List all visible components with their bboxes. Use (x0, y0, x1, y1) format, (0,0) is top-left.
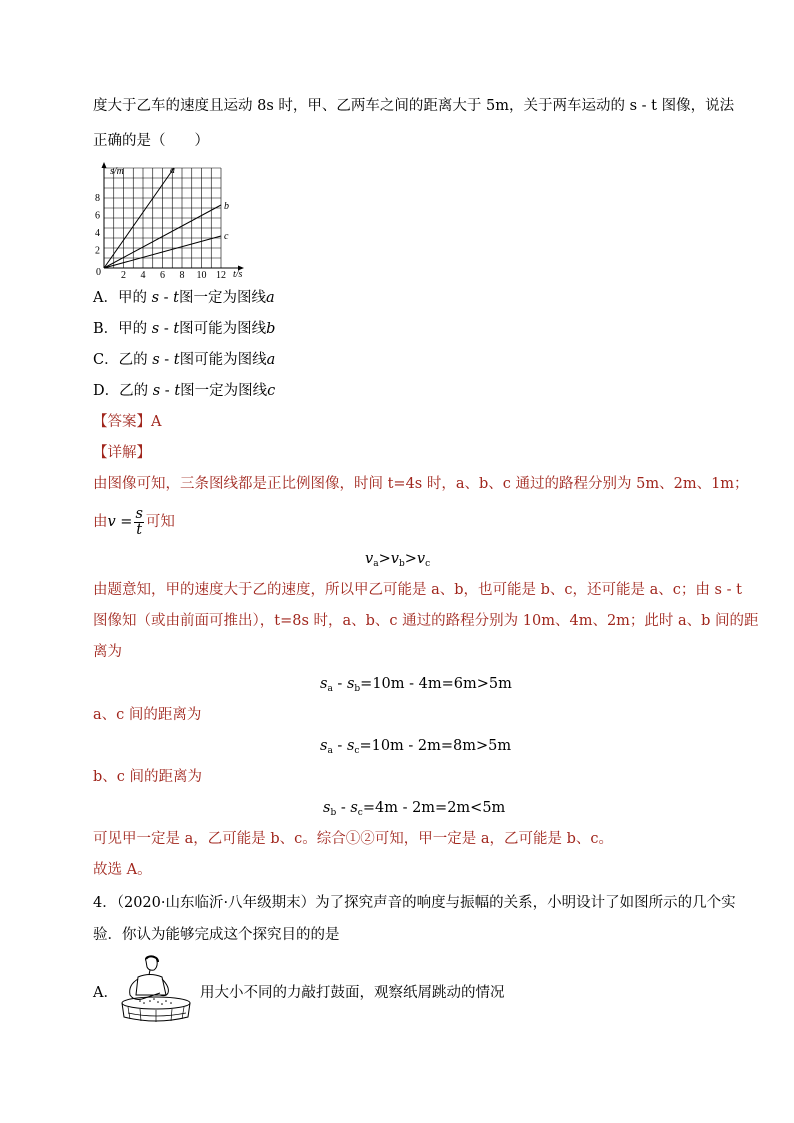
option-b-prefix: B．甲的 (93, 321, 152, 337)
option-d-sep: - (160, 383, 175, 399)
question3-stem-line1: 度大于乙车的速度且运动 8s 时，甲、乙两车之间的距离大于 5m，关于两车运动的 s - t 图像，说法 (93, 98, 735, 114)
detail-line8: b、c 间的距离为 (93, 769, 203, 785)
y-axis-label: s/m (110, 166, 124, 177)
detail-conclusion: 故选 A。 (93, 862, 152, 878)
option-b-var: b (266, 321, 276, 337)
detail-line4: 由题意知，甲的速度大于乙的速度，所以甲乙可能是 a、b，也可能是 b、c，还可能是 a、c；由 s - t (93, 582, 742, 598)
option-c-sep: - (159, 352, 174, 368)
option-a-sep: - (159, 290, 174, 306)
formula-v: v = (107, 514, 133, 530)
option-d: D．乙的 s - t图一定为图线c (93, 383, 276, 399)
y-tick-labels (95, 193, 100, 257)
x-tick-label: 10 (196, 270, 207, 280)
x-axis-label: t/s (233, 269, 243, 280)
option-d-suffix: 图一定为图线 (180, 383, 268, 399)
option-a: A．甲的 s - t图一定为图线a (93, 290, 275, 306)
y-tick-label: 4 (95, 228, 100, 239)
option-b-suffix: 图可能为图线 (179, 321, 267, 337)
y-axis-arrow (102, 162, 107, 168)
detail-line1: 由图像可知，三条图线都是正比例图像，时间 t=4s 时，a、b、c 通过的路程分别为 5m、2m、1m； (93, 476, 749, 492)
s-t-graph (90, 160, 260, 280)
detail-line7: a、c 间的距离为 (93, 707, 202, 723)
line-a-label: a (170, 165, 175, 176)
formula-denominator: t (136, 521, 143, 538)
question4-line1: 4．（2020·山东临沂·八年级期末）为了探究声音的响度与振幅的关系，小明设计了如图所示的几个实 (93, 895, 736, 911)
detail-line2-prefix: 由 (93, 514, 108, 530)
question4-option-a-label: A． (93, 985, 118, 1001)
y-tick-label: 6 (95, 210, 100, 222)
option-a-var: a (266, 290, 275, 306)
question4-option-a-text: 用大小不同的力敲打鼓面，观察纸屑跳动的情况 (200, 985, 505, 1001)
x-tick-label: 2 (121, 270, 126, 280)
origin-label: 0 (96, 267, 101, 278)
option-b-sep: - (159, 321, 174, 337)
option-a-suffix: 图一定为图线 (179, 290, 266, 306)
x-tick-label: 8 (179, 270, 185, 280)
option-d-var: c (267, 383, 276, 399)
option-a-prefix: A．甲的 (93, 290, 152, 306)
answer-label: 【答案】A (93, 414, 162, 430)
detail-line9: 可见甲一定是 a，乙可能是 b、c。综合①②可知，甲一定是 a，乙可能是 b、c。 (93, 831, 614, 847)
graph-grid (104, 168, 221, 268)
x-tick-labels (121, 270, 226, 280)
option-c-suffix: 图可能为图线 (179, 352, 267, 368)
equation-bc: $s_b - s_c=4m - 2m=2m<5m$ (323, 800, 506, 818)
detail-label: 【详解】 (93, 445, 151, 461)
line-c-label: c (224, 231, 229, 242)
line-b-label: b (224, 201, 229, 212)
y-tick-label: 8 (95, 193, 100, 204)
equation-ac: $s_a - s_c=10m - 2m=8m>5m$ (320, 738, 512, 756)
question3-stem-line2: 正确的是（ ） (93, 133, 209, 149)
detail-line5: 图像知（或由前面可推出），t=8s 时，a、b、c 通过的路程分别为 10m、4m、2m；此时 a、b 间的距 (93, 613, 759, 629)
option-b: B．甲的 s - t图可能为图线b (93, 321, 276, 337)
x-tick-label: 6 (160, 270, 165, 280)
option-d-prefix: D．乙的 (93, 383, 153, 399)
detail-line6: 离为 (93, 644, 122, 660)
formula-fraction (134, 507, 143, 538)
x-tick-label: 4 (140, 270, 146, 280)
y-tick-label: 2 (95, 245, 100, 257)
option-c-prefix: C．乙的 (93, 352, 153, 368)
velocity-comparison: $v_a>v_b>v_c$ (365, 551, 431, 569)
equation-ab: $s_a - s_b=10m - 4m=6m>5m$ (320, 676, 512, 694)
option-c-var: a (266, 352, 276, 368)
drummer-illustration (116, 955, 194, 1025)
x-tick-label: 12 (216, 270, 226, 280)
option-c: C．乙的 s - t图可能为图线a (93, 352, 276, 368)
formula-numerator: s (135, 505, 143, 522)
detail-line2 (93, 505, 175, 539)
detail-line2-suffix: 可知 (145, 514, 175, 530)
question4-line2: 验．你认为能够完成这个探究目的的是 (93, 927, 340, 943)
